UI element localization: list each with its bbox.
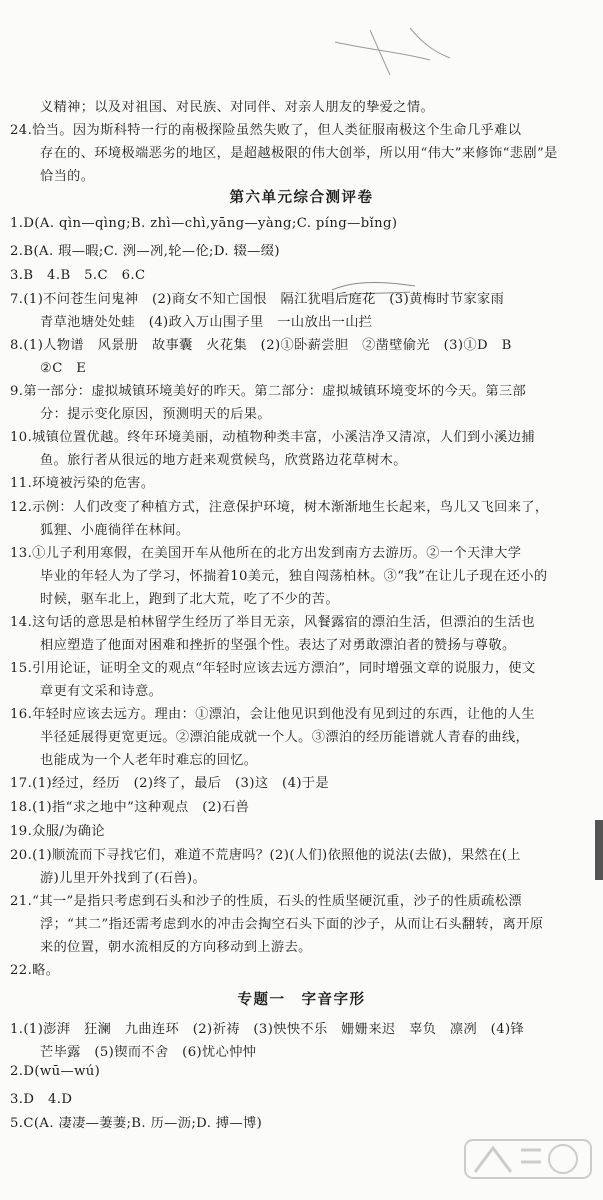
answer-line: 1.(1)澎湃 狂澜 九曲连环 (2)祈祷 (3)怏怏不乐 姗姗来迟 辜负 凛冽 (4)锋: [10, 1022, 525, 1037]
answer-line: 13.①儿子利用寒假，在美国开车从他所在的北方出发到南方去游历。②一个天津大学: [10, 546, 522, 561]
answer-line: 义精神；以及对祖国、对民族、对同伴、对亲人朋友的挚爱之情。: [40, 100, 435, 115]
answer-line: 7.(1)不问苍生问鬼神 (2)商女不知亡国恨 隔江犹唱后庭花 (3)黄梅时节家家雨: [10, 292, 505, 307]
section-heading: 第六单元综合测评卷: [229, 189, 374, 206]
answer-line: 19.众服/为确论: [10, 824, 105, 839]
answer-line: 游)儿里开外找到了(石兽)。: [40, 871, 207, 886]
answer-line: 16.年轻时应该去远方。理由：①漂泊，会让他见识到他没有见到过的东西，让他的人生: [10, 707, 535, 722]
answer-line: 浮；“其二”指还需考虑到水的冲击会掏空石头下面的沙子，从而让石头翻转，离开原: [40, 917, 544, 932]
answer-line: 1.D(A. qìn—qìng;B. zhì—chì,yāng—yàng;C. píng—bǐng): [10, 216, 398, 231]
answer-line: 2.B(A. 瑕—暇;C. 洌—冽,轮—伦;D. 辍—缀): [10, 244, 280, 259]
answer-line: 相应塑造了他面对困难和挫折的坚强个性。表达了对勇敢漂泊者的赞扬与尊敬。: [40, 638, 516, 653]
answer-line: 9.第一部分：虚拟城镇环境美好的昨天。第二部分：虚拟城镇环境变坏的今天。第三部: [10, 384, 527, 399]
answer-line: 青草池塘处处蛙 (4)政入万山围子里 一山放出一山拦: [40, 315, 373, 330]
answer-line: 3.B 4.B 5.C 6.C: [10, 268, 146, 283]
answer-line: 恰当的。: [40, 169, 95, 184]
answer-line: 8.(1)人物谱 风景册 故事囊 火花集 (2)①卧薪尝胆 ②凿壁偷光 (3)①D B: [10, 338, 512, 353]
answer-line: 15.引用论证，证明全文的观点“年轻时应该去远方漂泊”，同时增强文章的说服力，使文: [10, 661, 536, 676]
answer-line: 时候，驱车北上，跑到了北大荒，吃了不少的苦。: [40, 592, 339, 607]
answer-line: 存在的、环境极端恶劣的地区，是超越极限的伟大创举，所以用“伟大”来修饰“悲剧”是: [40, 146, 558, 161]
answer-line: 21.“其一”是指只考虑到石头和沙子的性质，石头的性质坚硬沉重，沙子的性质疏松漂: [10, 894, 523, 909]
answer-line: 鱼。旅行者从很远的地方赶来观赏候鸟，欣赏路边花草树木。: [40, 453, 407, 468]
answer-line: 章更有文采和诗意。: [40, 684, 163, 699]
answer-line: 芒毕露 (5)锲而不舍 (6)忧心忡忡: [40, 1045, 257, 1060]
answer-line: 11.环境被污染的危害。: [10, 476, 155, 491]
answer-line: 17.(1)经过，经历 (2)终了，最后 (3)这 (4)于是: [10, 776, 330, 791]
answer-line: 半径延展得更宽更远。②漂泊能成就一个人。③漂泊的经历能谱就人青春的曲线，: [40, 730, 530, 745]
watermark-logo: [463, 1132, 593, 1192]
answer-line: 来的位置，朝水流相反的方向移动到上游去。: [40, 940, 312, 955]
page-edge-mark: [595, 820, 603, 880]
section-heading: 专题一 字音字形: [237, 991, 366, 1008]
answer-line: 毕业的年轻人为了学习，怀揣着10美元，独自闯荡柏林。③“我”在让儿子现在还小的: [40, 569, 548, 584]
answer-line: 22.略。: [10, 963, 60, 978]
answer-line: 3.D 4.D: [10, 1092, 73, 1107]
answer-line: 分：提示变化原因，预测明天的后果。: [40, 407, 271, 422]
answer-line: ②C E: [40, 361, 87, 376]
answer-line: 12.示例：人们改变了种植方式，注意保护环境，树木渐渐地生长起来，鸟儿又飞回来了，: [10, 500, 549, 515]
answer-line: 24.恰当。因为斯科特一行的南极探险虽然失败了，但人类征服南极这个生命几乎难以: [10, 123, 522, 138]
pencil-scribble: [330, 20, 470, 80]
answer-line: 5.C(A. 凄凄—萋萋;B. 历—沥;D. 搏—博): [10, 1116, 263, 1131]
answer-line: 18.(1)指“求之地中”这种观点 (2)石兽: [10, 800, 250, 815]
answer-line: 20.(1)顺流而下寻找它们，难道不荒唐吗？(2)(人们)依照他的说法(去做)，果然在(上: [10, 848, 521, 863]
answer-line: 狐狸、小鹿徜徉在林间。: [40, 523, 190, 538]
answer-line: 10.城镇位置优越。终年环境美丽，动植物种类丰富，小溪洁净又清凉，人们到小溪边捕: [10, 430, 535, 445]
answer-line: 2.D(wū—wú): [10, 1064, 101, 1079]
answer-line: 也能成为一个人老年时难忘的回忆。: [40, 753, 258, 768]
answer-line: 14.这句话的意思是柏林留学生经历了举目无亲，风餐露宿的漂泊生活，但漂泊的生活也: [10, 615, 535, 630]
